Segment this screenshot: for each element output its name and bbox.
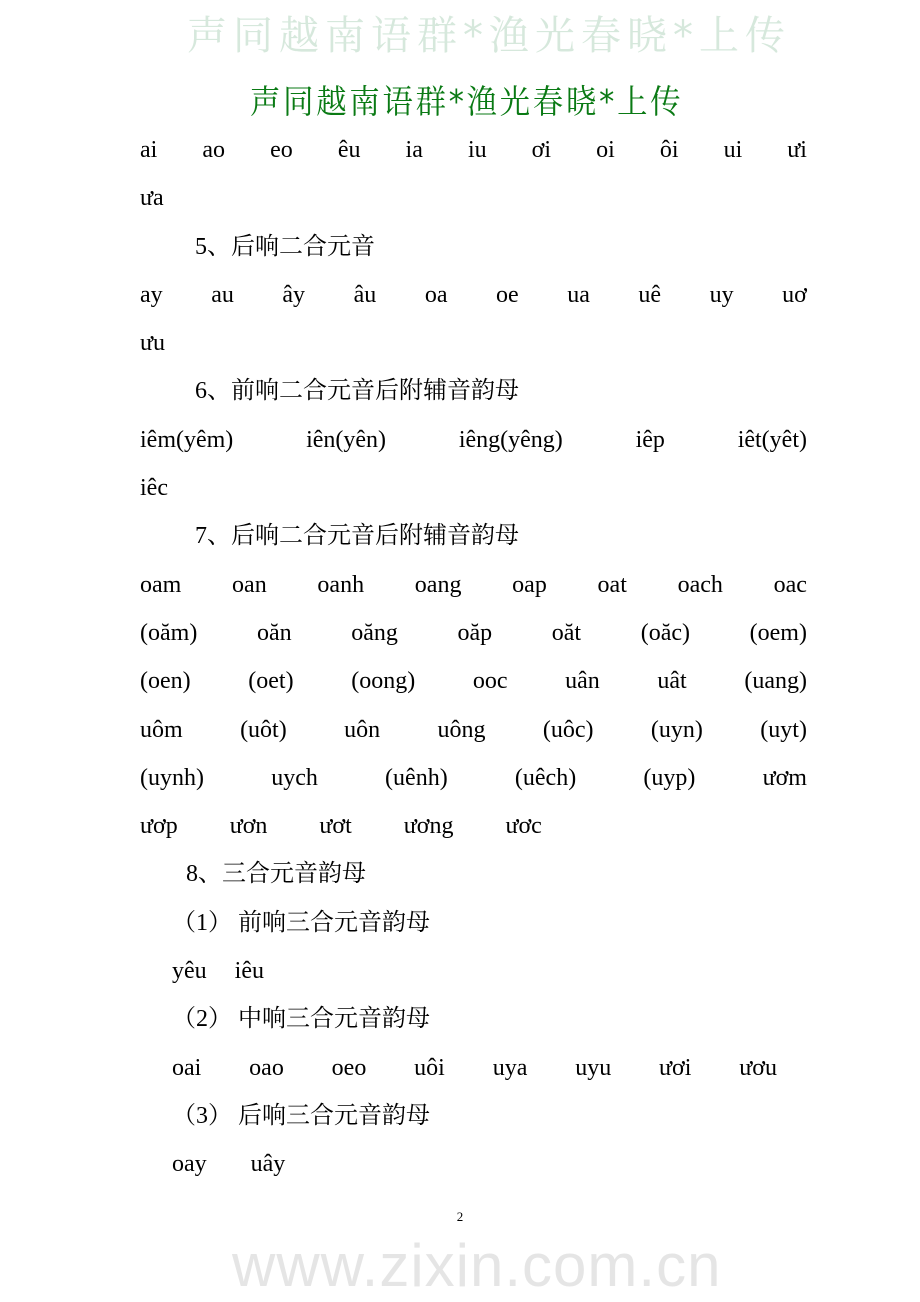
syllable: ươc	[505, 813, 542, 840]
document-body	[0, 126, 920, 1189]
syllable: ương	[403, 813, 454, 840]
syllable: (uênh)	[385, 764, 448, 791]
syllable: iu	[467, 137, 487, 163]
site-watermark: www.zixin.com.cn	[232, 1232, 722, 1299]
section-heading	[0, 1092, 920, 1140]
text-line	[0, 126, 807, 174]
header-title: 声同越南语群*渔光春晓*上传	[250, 82, 684, 121]
syllable: oap	[512, 571, 547, 598]
syllable: oeo	[331, 1054, 367, 1081]
syllable: ưa	[140, 185, 164, 212]
syllable: (oăm)	[140, 619, 198, 646]
syllable: iêc	[140, 475, 168, 502]
syllable: iêt(yêt)	[737, 426, 807, 453]
text-line	[0, 416, 807, 464]
text-line	[0, 657, 807, 705]
syllable: oam	[140, 571, 182, 598]
text-line	[0, 561, 807, 609]
syllable: 8、三合元音韵母	[186, 861, 366, 888]
syllable: uyu	[575, 1054, 612, 1081]
syllable: iêu	[234, 958, 264, 985]
syllable: oe	[496, 281, 519, 308]
syllable: ưu	[140, 330, 166, 357]
syllable: ia	[405, 137, 423, 163]
syllable: uây	[250, 1151, 286, 1178]
syllable: (uyp)	[643, 764, 696, 791]
syllable: uơ	[782, 281, 807, 308]
text-line	[0, 802, 920, 850]
syllable: êu	[337, 137, 361, 163]
syllable: uât	[657, 668, 687, 695]
syllable: ui	[723, 137, 743, 163]
syllable: au	[211, 281, 234, 308]
syllable: (uynh)	[140, 764, 204, 791]
syllable: uy	[709, 281, 734, 308]
text-line	[0, 609, 807, 657]
syllable: (uang)	[744, 668, 807, 695]
section-heading	[0, 850, 920, 898]
syllable: (oet)	[248, 668, 294, 695]
syllable: uôi	[414, 1054, 445, 1081]
syllable: ay	[140, 281, 163, 308]
syllable: ooc	[472, 668, 508, 695]
syllable: (uêch)	[514, 764, 577, 791]
page-number: 2	[456, 1209, 464, 1224]
syllable: (uôt)	[240, 716, 287, 743]
syllable: iên(yên)	[306, 426, 387, 453]
syllable: （2） 中响三合元音韵母	[172, 1006, 430, 1033]
section-heading	[0, 899, 920, 947]
syllable: ươu	[739, 1054, 777, 1081]
syllable: (oong)	[351, 668, 416, 695]
syllable: oach	[677, 571, 723, 598]
syllable: uôn	[344, 716, 381, 743]
text-line	[0, 464, 920, 512]
syllable: (oen)	[140, 668, 191, 695]
syllable: oanh	[317, 571, 365, 598]
syllable: iêp	[635, 426, 665, 453]
syllable: 5、后响二合元音	[195, 233, 375, 260]
syllable: 6、前响二合元音后附辅音韵母	[195, 378, 519, 405]
syllable: uân	[565, 668, 600, 695]
syllable: (oem)	[749, 619, 807, 646]
syllable: oai	[172, 1054, 202, 1081]
text-line	[0, 1140, 920, 1188]
syllable: uông	[437, 716, 486, 743]
text-line	[0, 1044, 777, 1092]
syllable: ai	[140, 137, 158, 163]
syllable: （3） 后响三合元音韵母	[172, 1102, 430, 1129]
syllable: iêm(yêm)	[140, 426, 234, 453]
section-heading	[0, 223, 920, 271]
syllable: oan	[232, 571, 267, 598]
syllable: oa	[424, 281, 448, 308]
syllable: uya	[492, 1054, 528, 1081]
syllable: ơi	[531, 137, 552, 163]
syllable: ua	[567, 281, 590, 308]
syllable: oăn	[256, 619, 292, 646]
syllable: oăng	[351, 619, 398, 646]
syllable: ươn	[229, 813, 268, 840]
syllable: ươp	[140, 813, 178, 840]
syllable: oang	[414, 571, 462, 598]
syllable: oao	[249, 1054, 284, 1081]
syllable: ươm	[762, 764, 807, 791]
syllable: âu	[353, 281, 377, 308]
header-watermark: 声同越南语群*渔光春晓*上传	[187, 13, 791, 59]
syllable: oac	[773, 571, 807, 598]
syllable: (uyt)	[760, 716, 807, 743]
syllable: ưi	[787, 137, 807, 163]
syllable: ao	[202, 137, 226, 163]
syllable: oăt	[551, 619, 582, 646]
syllable: 7、后响二合元音后附辅音韵母	[195, 523, 519, 550]
syllable: ôi	[659, 137, 679, 163]
text-line	[0, 271, 807, 319]
syllable: oay	[172, 1151, 207, 1178]
syllable: oat	[597, 571, 627, 598]
syllable: eo	[270, 137, 293, 163]
section-heading	[0, 367, 920, 415]
section-heading	[0, 995, 920, 1043]
syllable: uych	[271, 764, 318, 791]
syllable: iêng(yêng)	[458, 426, 563, 453]
syllable: yêu	[172, 958, 207, 985]
text-line	[0, 174, 920, 222]
syllable: oăp	[457, 619, 493, 646]
syllable: uê	[638, 281, 662, 308]
text-line	[0, 947, 920, 995]
text-line	[0, 754, 807, 802]
syllable: ươt	[319, 813, 352, 840]
syllable: oi	[596, 137, 615, 163]
syllable: (oăc)	[640, 619, 691, 646]
text-line	[0, 319, 920, 367]
syllable: ươi	[659, 1054, 692, 1081]
text-line	[0, 706, 807, 754]
syllable: uôm	[140, 716, 183, 743]
syllable: (uyn)	[650, 716, 703, 743]
section-heading	[0, 512, 920, 560]
syllable: （1） 前响三合元音韵母	[172, 909, 430, 936]
syllable: (uôc)	[542, 716, 594, 743]
syllable: ây	[282, 281, 306, 308]
